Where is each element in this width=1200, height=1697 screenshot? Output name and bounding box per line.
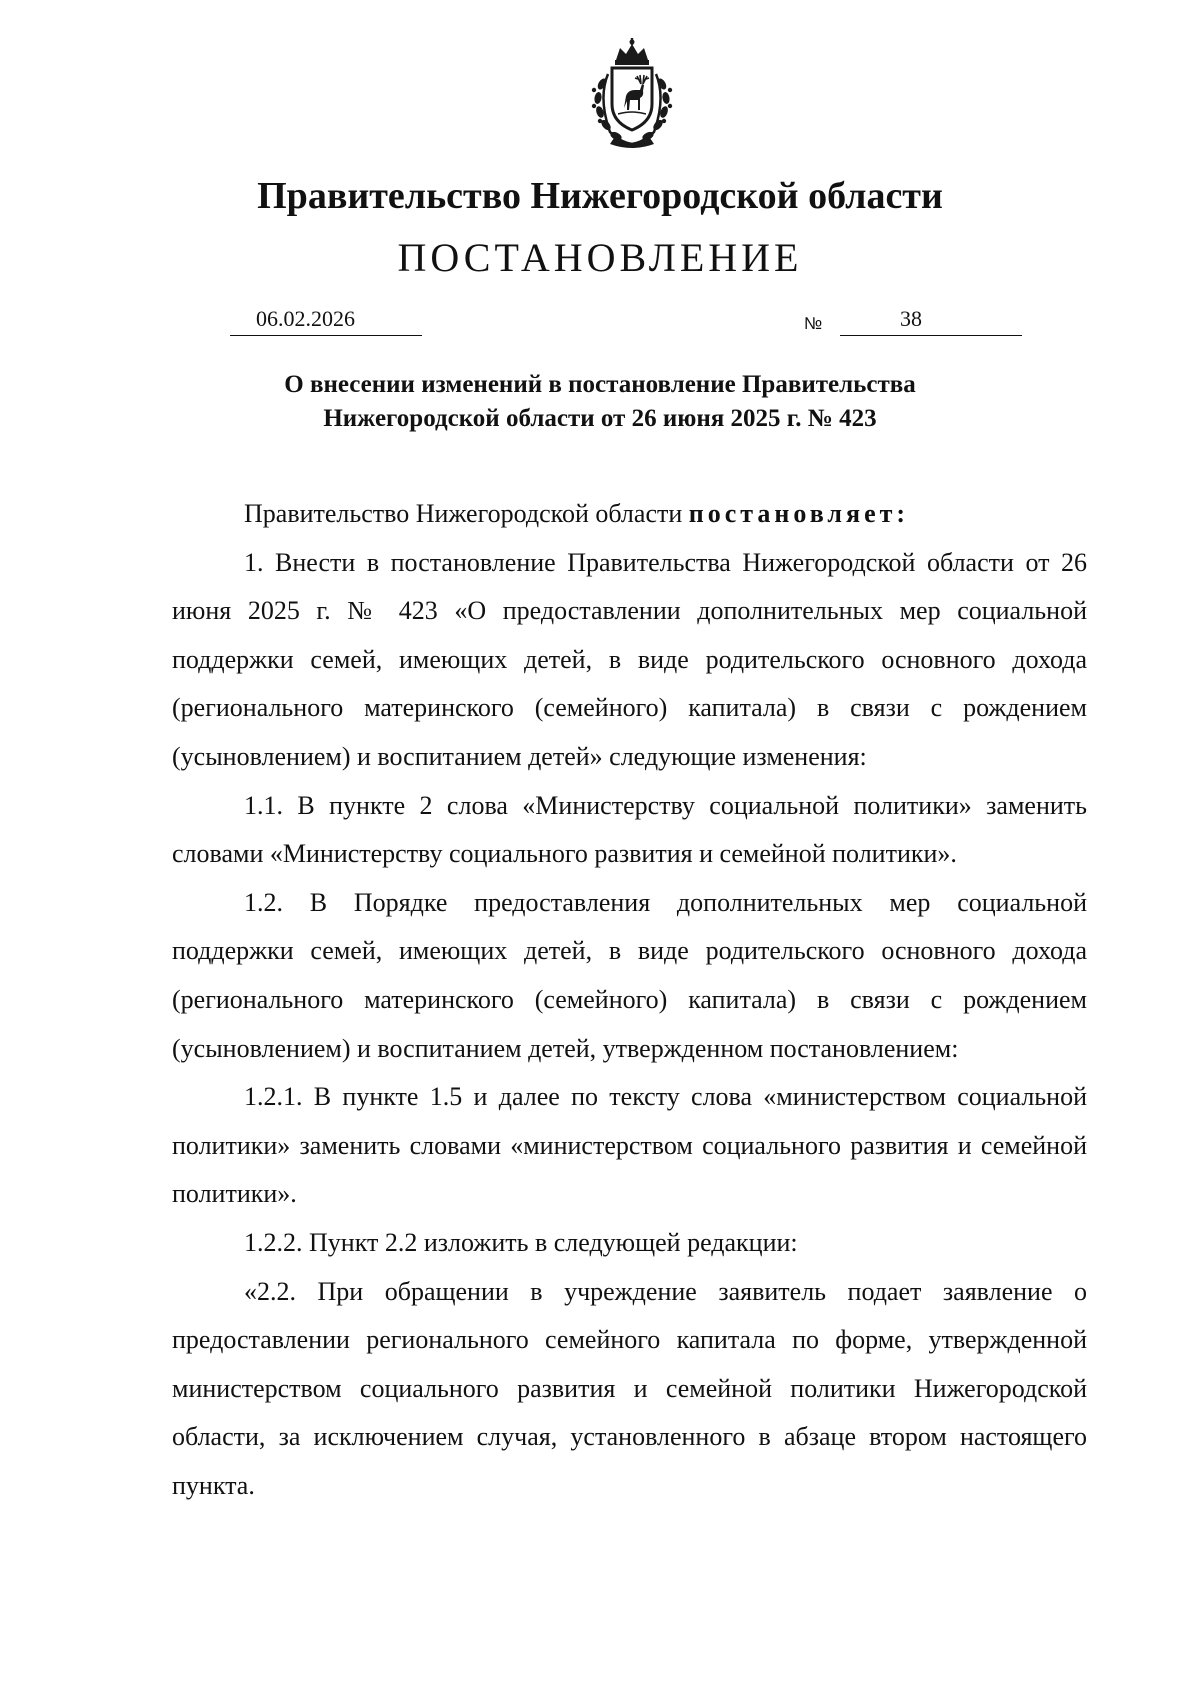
government-title: Правительство Нижегородской области	[257, 175, 943, 217]
paragraph-1-2-2: 1.2.2. Пункт 2.2 изложить в следующей редакции:	[244, 1227, 798, 1257]
subject-line-2: Нижегородской области от 26 июня 2025 г. № 423	[323, 405, 877, 432]
intro-prefix: Правительство Нижегородской области	[244, 499, 689, 528]
document-subject	[0, 368, 1200, 436]
document-type: ПОСТАНОВЛЕНИЕ	[397, 235, 803, 280]
number-field	[840, 305, 1022, 336]
intro-paragraph	[172, 490, 1087, 539]
number-label: №	[804, 314, 823, 333]
document-body	[172, 490, 1087, 1510]
number-value: 38	[900, 306, 922, 331]
paragraph-1: 1. Внести в постановление Правительства Нижегородской области от 26 июня 2025 г. № 423 «О предоставлении дополнительных мер социальной поддержки семей, имеющих детей, в виде родительского основного дохода (регионального материнского (семейного) капитала) в связи с рождением (усыновлением) и воспитанием детей» следующие изменения:	[172, 547, 1087, 771]
date-field	[230, 305, 422, 336]
subject-line-1: О внесении изменений в постановление Правительства	[284, 371, 916, 398]
paragraph-1-2-1: 1.2.1. В пункте 1.5 и далее по тексту слова «министерством социальной политики» заменить словами «министерством социального развития и семейной политики».	[172, 1082, 1087, 1209]
paragraph-1-2: 1.2. В Порядке предоставления дополнительных мер социальной поддержки семей, имеющих детей, в виде родительского основного дохода (регионального материнского (семейного) капитала) в связи с рождением (усыновлением) и воспитанием детей, утвержденном постановлением:	[172, 887, 1087, 1063]
paragraph-1-1: 1.1. В пункте 2 слова «Министерству социальной политики» заменить словами «Министерству социального развития и семейной политики».	[172, 790, 1087, 869]
coat-of-arms-icon	[580, 38, 684, 148]
paragraph-2-2: «2.2. При обращении в учреждение заявитель подает заявление о предоставлении регионального семейного капитала по форме, утвержденной министерством социального развития и семейной политики Нижегородской области, за исключением случая, установленного в абзаце втором настоящего пункта.	[172, 1276, 1087, 1500]
date-value: 06.02.2026	[256, 306, 355, 331]
intro-action: постановляет:	[688, 499, 910, 528]
